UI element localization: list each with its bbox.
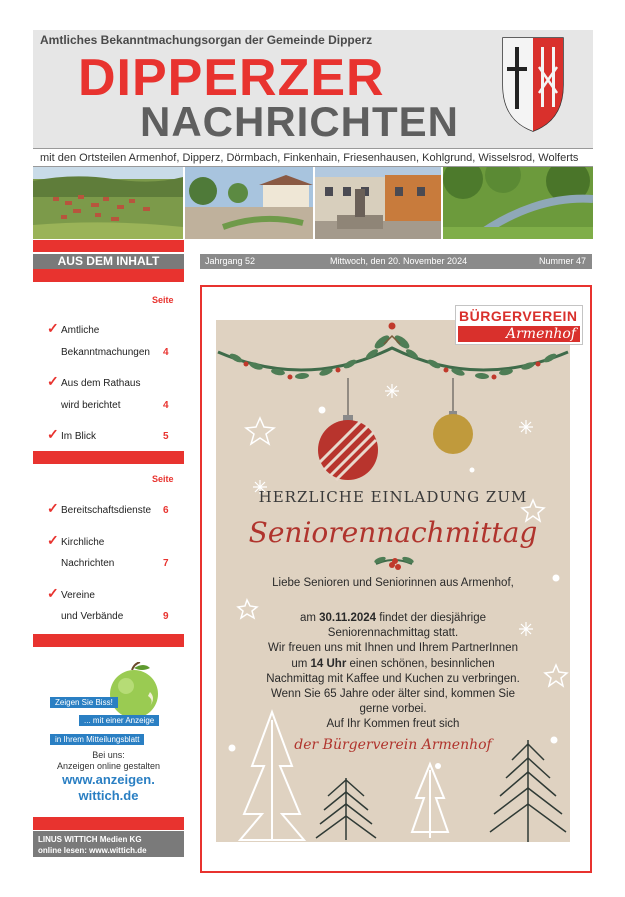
toc-item-line1[interactable]: Bereitschaftsdienste [61,505,152,516]
toc-item-page: 4 [163,347,169,358]
sidebar-red-bar-top [33,240,184,252]
sidebar-red-bar [33,817,184,830]
poster-line: gerne vorbei. [359,703,427,716]
title-line-2: NACHRICHTEN [140,98,459,145]
poster-greeting: Liebe Senioren und Seniorinnen aus Armenhof, [272,577,514,589]
ad-text-1: Bei uns: [92,750,125,760]
poster-heading: HERZLICHE EINLADUNG ZUM [258,488,528,506]
gold-ornament-icon [433,378,473,454]
issue-info-bar [200,254,592,269]
publisher-footer [33,831,184,857]
toc-item-line2[interactable]: wird berichtet [61,400,121,411]
check-icon: ✓ [47,585,59,601]
ad-url-line2[interactable]: wittich.de [78,788,139,803]
toc-item-page: 7 [163,558,169,569]
publisher-name: LINUS WITTICH Medien KG [38,835,142,844]
toc-page-label: Seite [152,474,174,484]
check-icon: ✓ [47,500,59,516]
toc-item-line1[interactable]: Amtliche [61,325,100,336]
check-icon: ✓ [47,320,59,336]
poster-line: Seniorennachmittag statt. [327,627,459,640]
sidebar-red-bar [33,634,184,647]
photo-village-landscape [33,167,183,239]
coat-of-arms-icon [500,35,566,133]
toc-item-line2[interactable]: und Verbände [61,611,124,622]
poster-line: um 14 Uhr einen schönen, besinnlichen [291,657,495,670]
sidebar-red-bar [33,451,184,464]
issue-volume: Jahrgang 52 [205,256,256,266]
subtitle-localities: mit den Ortsteilen Armenhof, Dipperz, Dörmbach, Finkenhain, Friesenhausen, Kohlgrund, Wisselsrod, Wolferts [33,148,593,167]
check-icon: ✓ [47,532,59,548]
photo-town-square [185,167,313,239]
snowflake-icons [253,384,533,636]
poster-line: Nachmittag mit Kaffee und Kuchen zu verbringen. [266,672,520,685]
toc-page-label: Seite [152,295,174,305]
photo-creek [443,167,593,239]
toc-heading: AUS DEM INHALT [33,254,184,269]
toc-item-page: 5 [163,431,169,442]
check-icon: ✓ [47,426,59,442]
ad-slogan-1: Zeigen Sie Biss! [50,697,118,708]
logo-text-top: BÜRGERVEREIN [459,308,578,324]
toc-item-line1[interactable]: Aus dem Rathaus [61,378,141,389]
ad-slogan-2: ... mit einer Anzeige [79,715,159,726]
apple-icon [104,662,164,720]
check-icon: ✓ [47,373,59,389]
toc-item-line1[interactable]: Vereine [61,590,95,601]
sidebar-red-bar [33,269,184,282]
toc-item-page: 6 [163,505,169,516]
toc-item-line1[interactable]: Kirchliche [61,537,105,548]
toc-item-page: 4 [163,400,169,411]
issue-number: Nummer 47 [538,256,586,266]
logo-text-bottom: Armenhof [458,326,580,342]
poster-script-title: Seniorennachmittag [248,516,538,549]
publication-organ: Amtliches Bekanntmachungsorgan der Gemeinde Dipperz [40,33,373,47]
poster-line: Wenn Sie 65 Jahre oder älter sind, kommen Sie [271,688,515,701]
poster-line: Wir freuen uns mit Ihnen und Ihrem PartnerInnen [268,642,518,655]
issue-date: Mittwoch, den 20. November 2024 [330,256,468,266]
poster-line: am 30.11.2024 findet der diesjährige [299,612,487,624]
toc-item-line2[interactable]: Bekanntmachungen [61,347,150,358]
ad-text-2: Anzeigen online gestalten [56,761,161,771]
buergerverein-logo [455,305,583,345]
red-ornament-icon [318,378,378,480]
toc-item-line2[interactable]: Nachrichten [61,558,115,569]
publisher-online[interactable]: online lesen: www.wittich.de [38,846,147,855]
poster-body [216,611,570,733]
berry-sprig-icon [374,556,415,570]
ad-url-line1[interactable]: www.anzeigen. [62,772,155,787]
toc-item-page: 9 [163,611,169,622]
village-photo-strip [33,167,593,239]
photo-fountain [315,167,441,239]
ad-slogan-3: in Ihrem Mitteilungsblatt [50,734,144,745]
title-line-1: DIPPERZER [78,49,385,107]
poster-signature: der Bürgerverein Armenhof [294,737,492,753]
toc-item-line1[interactable]: Im Blick [61,431,96,442]
poster-line: Auf Ihr Kommen freut sich [326,718,460,731]
